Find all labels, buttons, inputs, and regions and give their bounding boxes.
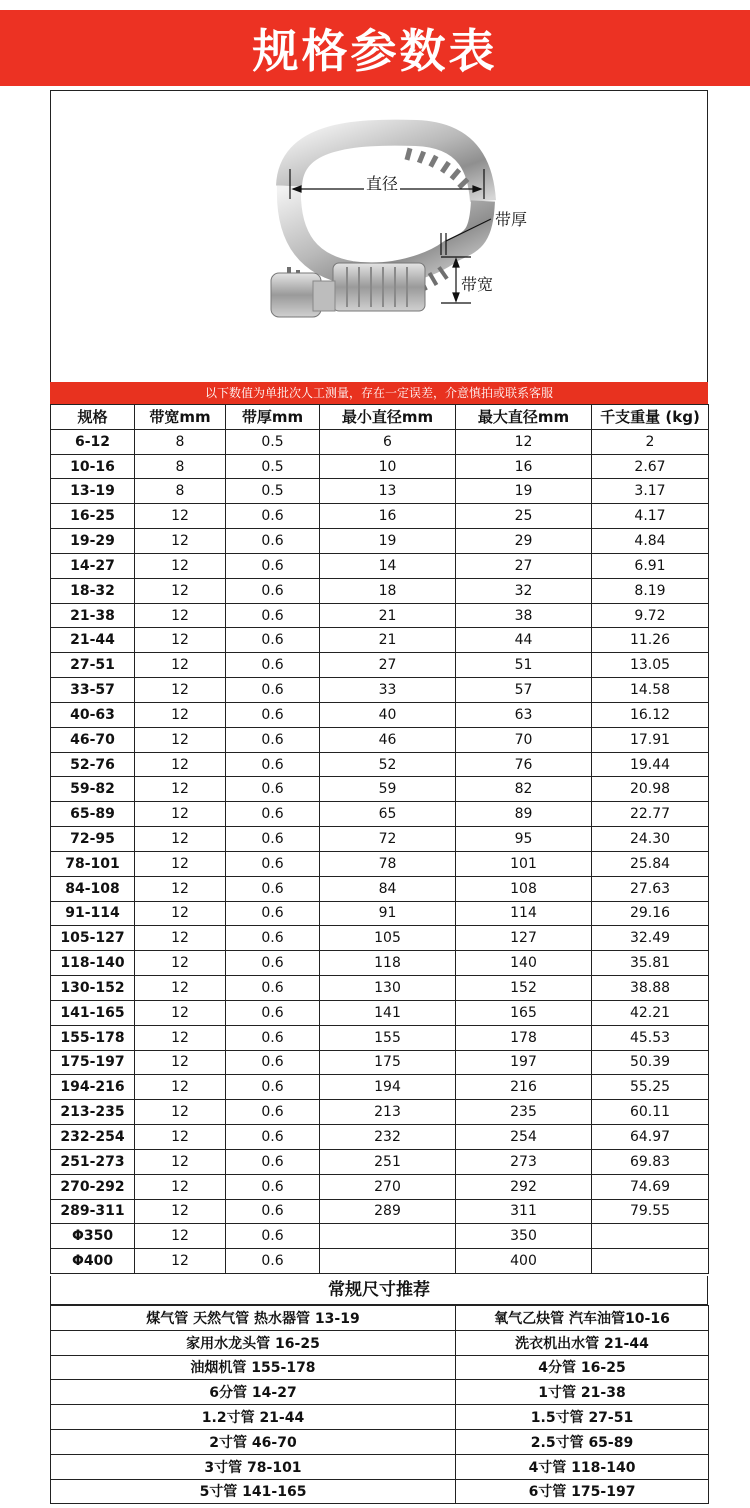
spec-cell: 6-12 bbox=[51, 429, 135, 454]
recommend-cell: 煤气管 天然气管 热水器管 13-19 bbox=[51, 1306, 456, 1331]
table-cell: 0.6 bbox=[226, 628, 320, 653]
recommend-row bbox=[51, 1355, 709, 1380]
table-cell: 292 bbox=[456, 1174, 592, 1199]
table-cell: 19.44 bbox=[592, 752, 709, 777]
spec-cell: 27-51 bbox=[51, 653, 135, 678]
table-cell: 0.6 bbox=[226, 1075, 320, 1100]
table-row bbox=[51, 504, 709, 529]
spec-cell: 194-216 bbox=[51, 1075, 135, 1100]
table-cell: 273 bbox=[456, 1149, 592, 1174]
table-cell: 25 bbox=[456, 504, 592, 529]
table-cell: 152 bbox=[456, 976, 592, 1001]
spec-cell: 59-82 bbox=[51, 777, 135, 802]
recommend-row bbox=[51, 1306, 709, 1331]
table-cell: 35.81 bbox=[592, 951, 709, 976]
table-cell: 165 bbox=[456, 1000, 592, 1025]
recommend-cell: 4寸管 118-140 bbox=[456, 1454, 709, 1479]
table-cell: 20.98 bbox=[592, 777, 709, 802]
recommend-row bbox=[51, 1405, 709, 1430]
table-cell: 16 bbox=[456, 454, 592, 479]
spec-cell: 213-235 bbox=[51, 1100, 135, 1125]
table-cell: 19 bbox=[320, 529, 456, 554]
table-cell: 8 bbox=[135, 479, 226, 504]
table-cell: 29 bbox=[456, 529, 592, 554]
table-row bbox=[51, 851, 709, 876]
table-cell: 0.6 bbox=[226, 1224, 320, 1249]
table-cell: 33 bbox=[320, 678, 456, 703]
spec-cell: 40-63 bbox=[51, 702, 135, 727]
table-cell: 13.05 bbox=[592, 653, 709, 678]
table-cell: 45.53 bbox=[592, 1025, 709, 1050]
recommend-cell: 油烟机管 155-178 bbox=[51, 1355, 456, 1380]
spec-cell: 141-165 bbox=[51, 1000, 135, 1025]
table-row bbox=[51, 752, 709, 777]
recommend-row bbox=[51, 1479, 709, 1504]
table-cell: 25.84 bbox=[592, 851, 709, 876]
table-cell: 4.17 bbox=[592, 504, 709, 529]
table-cell: 12 bbox=[135, 504, 226, 529]
table-row bbox=[51, 926, 709, 951]
table-cell: 0.6 bbox=[226, 1249, 320, 1274]
spec-cell: 78-101 bbox=[51, 851, 135, 876]
recommend-cell: 1寸管 21-38 bbox=[456, 1380, 709, 1405]
table-row bbox=[51, 1224, 709, 1249]
table-cell: 0.6 bbox=[226, 1199, 320, 1224]
table-cell: 0.6 bbox=[226, 1100, 320, 1125]
table-row bbox=[51, 479, 709, 504]
table-cell: 79.55 bbox=[592, 1199, 709, 1224]
recommend-cell: 6寸管 175-197 bbox=[456, 1479, 709, 1504]
table-cell: 178 bbox=[456, 1025, 592, 1050]
table-cell: 2 bbox=[592, 429, 709, 454]
table-row bbox=[51, 901, 709, 926]
table-cell: 91 bbox=[320, 901, 456, 926]
table-cell: 6 bbox=[320, 429, 456, 454]
table-cell: 0.6 bbox=[226, 976, 320, 1001]
table-row bbox=[51, 578, 709, 603]
table-row bbox=[51, 951, 709, 976]
spec-cell: 91-114 bbox=[51, 901, 135, 926]
table-cell: 76 bbox=[456, 752, 592, 777]
table-row bbox=[51, 727, 709, 752]
table-row bbox=[51, 1075, 709, 1100]
table-cell: 0.6 bbox=[226, 1174, 320, 1199]
table-cell: 21 bbox=[320, 628, 456, 653]
spec-cell: 18-32 bbox=[51, 578, 135, 603]
table-cell: 12 bbox=[135, 1125, 226, 1150]
table-cell: 12 bbox=[135, 1224, 226, 1249]
recommend-table bbox=[50, 1305, 709, 1504]
table-cell: 254 bbox=[456, 1125, 592, 1150]
table-cell: 63 bbox=[456, 702, 592, 727]
table-row bbox=[51, 827, 709, 852]
table-cell: 0.6 bbox=[226, 926, 320, 951]
table-cell: 0.6 bbox=[226, 653, 320, 678]
table-cell: 12 bbox=[135, 1075, 226, 1100]
recommend-cell: 2.5寸管 65-89 bbox=[456, 1429, 709, 1454]
spec-cell: 130-152 bbox=[51, 976, 135, 1001]
spec-cell: 16-25 bbox=[51, 504, 135, 529]
measurement-notice: 以下数值为单批次人工测量，存在一定误差，介意慎拍或联系客服 bbox=[50, 382, 708, 404]
table-cell: 175 bbox=[320, 1050, 456, 1075]
table-cell: 65 bbox=[320, 802, 456, 827]
table-row bbox=[51, 702, 709, 727]
recommend-cell: 2寸管 46-70 bbox=[51, 1429, 456, 1454]
table-cell bbox=[592, 1249, 709, 1274]
table-cell: 16.12 bbox=[592, 702, 709, 727]
spec-cell: 118-140 bbox=[51, 951, 135, 976]
table-cell: 29.16 bbox=[592, 901, 709, 926]
table-cell: 42.21 bbox=[592, 1000, 709, 1025]
spec-cell: 72-95 bbox=[51, 827, 135, 852]
table-cell: 72 bbox=[320, 827, 456, 852]
table-cell: 232 bbox=[320, 1125, 456, 1150]
recommend-row bbox=[51, 1330, 709, 1355]
table-cell: 12 bbox=[135, 603, 226, 628]
table-cell: 12 bbox=[135, 727, 226, 752]
table-cell: 4.84 bbox=[592, 529, 709, 554]
table-cell: 11.26 bbox=[592, 628, 709, 653]
table-cell: 0.6 bbox=[226, 702, 320, 727]
table-row bbox=[51, 1249, 709, 1274]
table-cell: 64.97 bbox=[592, 1125, 709, 1150]
table-cell: 52 bbox=[320, 752, 456, 777]
spec-cell: 232-254 bbox=[51, 1125, 135, 1150]
table-cell: 0.6 bbox=[226, 578, 320, 603]
recommend-title: 常规尺寸推荐 bbox=[50, 1276, 708, 1305]
diameter-label: 直径 bbox=[365, 174, 399, 193]
table-row bbox=[51, 1199, 709, 1224]
table-cell: 38.88 bbox=[592, 976, 709, 1001]
table-cell: 105 bbox=[320, 926, 456, 951]
table-cell: 10 bbox=[320, 454, 456, 479]
column-header: 最大直径mm bbox=[456, 405, 592, 430]
recommend-cell: 1.2寸管 21-44 bbox=[51, 1405, 456, 1430]
table-cell: 8 bbox=[135, 429, 226, 454]
spec-cell: 13-19 bbox=[51, 479, 135, 504]
table-cell: 12 bbox=[135, 653, 226, 678]
spec-cell: 270-292 bbox=[51, 1174, 135, 1199]
table-cell: 12 bbox=[135, 976, 226, 1001]
table-cell: 21 bbox=[320, 603, 456, 628]
table-cell: 12 bbox=[135, 678, 226, 703]
table-cell: 108 bbox=[456, 876, 592, 901]
table-cell: 0.6 bbox=[226, 851, 320, 876]
table-cell: 78 bbox=[320, 851, 456, 876]
table-cell: 17.91 bbox=[592, 727, 709, 752]
table-cell: 0.6 bbox=[226, 1000, 320, 1025]
thickness-label: 带厚 bbox=[495, 210, 528, 229]
recommend-cell: 6分管 14-27 bbox=[51, 1380, 456, 1405]
table-cell: 311 bbox=[456, 1199, 592, 1224]
table-cell: 0.5 bbox=[226, 479, 320, 504]
table-cell: 0.6 bbox=[226, 901, 320, 926]
table-cell: 50.39 bbox=[592, 1050, 709, 1075]
table-row bbox=[51, 1125, 709, 1150]
spec-cell: 52-76 bbox=[51, 752, 135, 777]
table-cell: 0.6 bbox=[226, 1149, 320, 1174]
table-cell: 84 bbox=[320, 876, 456, 901]
spec-cell: 10-16 bbox=[51, 454, 135, 479]
column-header: 带厚mm bbox=[226, 405, 320, 430]
column-header: 千支重量 (kg) bbox=[592, 405, 709, 430]
recommend-cell: 家用水龙头管 16-25 bbox=[51, 1330, 456, 1355]
table-cell: 0.6 bbox=[226, 603, 320, 628]
table-row bbox=[51, 678, 709, 703]
recommend-row bbox=[51, 1454, 709, 1479]
table-row bbox=[51, 653, 709, 678]
table-cell: 0.6 bbox=[226, 951, 320, 976]
table-cell: 12 bbox=[135, 1249, 226, 1274]
spec-cell: 14-27 bbox=[51, 553, 135, 578]
table-cell: 12 bbox=[135, 901, 226, 926]
table-cell: 350 bbox=[456, 1224, 592, 1249]
table-cell: 0.6 bbox=[226, 529, 320, 554]
table-cell: 74.69 bbox=[592, 1174, 709, 1199]
spec-cell: 65-89 bbox=[51, 802, 135, 827]
table-cell: 12 bbox=[135, 951, 226, 976]
width-label: 带宽 bbox=[461, 275, 494, 294]
table-cell: 16 bbox=[320, 504, 456, 529]
recommend-row bbox=[51, 1429, 709, 1454]
spec-cell: 19-29 bbox=[51, 529, 135, 554]
table-row bbox=[51, 777, 709, 802]
table-cell: 12 bbox=[135, 702, 226, 727]
recommend-cell: 4分管 16-25 bbox=[456, 1355, 709, 1380]
spec-cell: 21-38 bbox=[51, 603, 135, 628]
spec-cell: 46-70 bbox=[51, 727, 135, 752]
table-row bbox=[51, 876, 709, 901]
spec-cell: 84-108 bbox=[51, 876, 135, 901]
table-cell: 0.6 bbox=[226, 1125, 320, 1150]
table-cell: 46 bbox=[320, 727, 456, 752]
table-cell: 19 bbox=[456, 479, 592, 504]
table-cell: 289 bbox=[320, 1199, 456, 1224]
table-row bbox=[51, 529, 709, 554]
table-cell: 27.63 bbox=[592, 876, 709, 901]
spec-cell: 21-44 bbox=[51, 628, 135, 653]
table-cell: 141 bbox=[320, 1000, 456, 1025]
table-cell: 95 bbox=[456, 827, 592, 852]
table-cell: 32.49 bbox=[592, 926, 709, 951]
table-cell: 194 bbox=[320, 1075, 456, 1100]
table-cell: 12 bbox=[135, 628, 226, 653]
table-row bbox=[51, 1050, 709, 1075]
spec-table-body bbox=[51, 405, 709, 1274]
table-cell: 12 bbox=[135, 1174, 226, 1199]
table-cell: 0.6 bbox=[226, 876, 320, 901]
column-header: 最小直径mm bbox=[320, 405, 456, 430]
table-cell: 0.6 bbox=[226, 727, 320, 752]
table-cell: 235 bbox=[456, 1100, 592, 1125]
table-cell: 40 bbox=[320, 702, 456, 727]
table-cell: 270 bbox=[320, 1174, 456, 1199]
table-cell: 12 bbox=[135, 578, 226, 603]
table-cell: 216 bbox=[456, 1075, 592, 1100]
spec-cell: 289-311 bbox=[51, 1199, 135, 1224]
table-cell: 38 bbox=[456, 603, 592, 628]
spec-cell: Φ350 bbox=[51, 1224, 135, 1249]
recommend-cell: 5寸管 141-165 bbox=[51, 1479, 456, 1504]
table-cell: 2.67 bbox=[592, 454, 709, 479]
table-cell: 0.6 bbox=[226, 752, 320, 777]
table-cell: 89 bbox=[456, 802, 592, 827]
table-cell: 59 bbox=[320, 777, 456, 802]
spec-cell: 105-127 bbox=[51, 926, 135, 951]
table-cell: 8 bbox=[135, 454, 226, 479]
table-cell: 118 bbox=[320, 951, 456, 976]
table-cell: 14.58 bbox=[592, 678, 709, 703]
table-cell: 0.6 bbox=[226, 777, 320, 802]
spec-cell: 155-178 bbox=[51, 1025, 135, 1050]
table-cell: 12 bbox=[135, 802, 226, 827]
table-cell: 12 bbox=[135, 1050, 226, 1075]
table-cell: 400 bbox=[456, 1249, 592, 1274]
table-row bbox=[51, 1149, 709, 1174]
recommend-cell: 氧气乙炔管 汽车油管10-16 bbox=[456, 1306, 709, 1331]
table-cell: 114 bbox=[456, 901, 592, 926]
table-cell: 70 bbox=[456, 727, 592, 752]
table-cell: 0.6 bbox=[226, 553, 320, 578]
recommend-cell: 1.5寸管 27-51 bbox=[456, 1405, 709, 1430]
recommend-table-body bbox=[51, 1306, 709, 1504]
spec-table-header bbox=[51, 405, 709, 430]
table-row bbox=[51, 1100, 709, 1125]
table-cell: 6.91 bbox=[592, 553, 709, 578]
table-cell: 27 bbox=[456, 553, 592, 578]
table-row bbox=[51, 802, 709, 827]
table-cell: 213 bbox=[320, 1100, 456, 1125]
spec-table bbox=[50, 404, 709, 1274]
table-cell: 12 bbox=[135, 752, 226, 777]
table-cell: 60.11 bbox=[592, 1100, 709, 1125]
recommend-cell: 3寸管 78-101 bbox=[51, 1454, 456, 1479]
table-cell: 55.25 bbox=[592, 1075, 709, 1100]
table-cell: 130 bbox=[320, 976, 456, 1001]
table-cell: 82 bbox=[456, 777, 592, 802]
column-header: 带宽mm bbox=[135, 405, 226, 430]
table-cell: 197 bbox=[456, 1050, 592, 1075]
table-cell: 13 bbox=[320, 479, 456, 504]
table-cell: 57 bbox=[456, 678, 592, 703]
table-row bbox=[51, 1174, 709, 1199]
table-cell: 9.72 bbox=[592, 603, 709, 628]
page-header bbox=[0, 10, 750, 86]
product-diagram bbox=[50, 90, 708, 382]
table-cell: 12 bbox=[135, 529, 226, 554]
table-cell: 101 bbox=[456, 851, 592, 876]
spec-cell: 251-273 bbox=[51, 1149, 135, 1174]
table-cell: 12 bbox=[135, 1025, 226, 1050]
table-cell bbox=[320, 1224, 456, 1249]
table-cell: 12 bbox=[135, 777, 226, 802]
table-cell: 0.6 bbox=[226, 504, 320, 529]
table-cell: 32 bbox=[456, 578, 592, 603]
table-row bbox=[51, 1025, 709, 1050]
table-cell: 18 bbox=[320, 578, 456, 603]
table-cell: 140 bbox=[456, 951, 592, 976]
table-cell: 69.83 bbox=[592, 1149, 709, 1174]
table-cell: 155 bbox=[320, 1025, 456, 1050]
table-cell: 251 bbox=[320, 1149, 456, 1174]
spec-cell: Φ400 bbox=[51, 1249, 135, 1274]
table-row bbox=[51, 454, 709, 479]
column-header: 规格 bbox=[51, 405, 135, 430]
table-cell: 0.6 bbox=[226, 802, 320, 827]
table-cell: 12 bbox=[135, 1000, 226, 1025]
clamp-band-front bbox=[289, 186, 483, 274]
table-cell: 14 bbox=[320, 553, 456, 578]
table-cell: 0.5 bbox=[226, 454, 320, 479]
table-cell: 12 bbox=[135, 851, 226, 876]
table-cell: 12 bbox=[135, 1100, 226, 1125]
recommend-row bbox=[51, 1380, 709, 1405]
table-row bbox=[51, 976, 709, 1001]
table-cell: 0.6 bbox=[226, 827, 320, 852]
table-cell: 3.17 bbox=[592, 479, 709, 504]
spec-cell: 175-197 bbox=[51, 1050, 135, 1075]
table-cell bbox=[592, 1224, 709, 1249]
spec-cell: 33-57 bbox=[51, 678, 135, 703]
table-cell: 51 bbox=[456, 653, 592, 678]
table-cell: 12 bbox=[456, 429, 592, 454]
table-row bbox=[51, 429, 709, 454]
table-cell: 12 bbox=[135, 1149, 226, 1174]
table-row bbox=[51, 628, 709, 653]
table-row bbox=[51, 603, 709, 628]
recommend-cell: 洗衣机出水管 21-44 bbox=[456, 1330, 709, 1355]
table-cell: 27 bbox=[320, 653, 456, 678]
table-row bbox=[51, 1000, 709, 1025]
table-cell: 44 bbox=[456, 628, 592, 653]
table-cell: 12 bbox=[135, 1199, 226, 1224]
table-cell: 8.19 bbox=[592, 578, 709, 603]
hose-clamp-illustration bbox=[51, 91, 707, 383]
table-cell bbox=[320, 1249, 456, 1274]
table-cell: 0.5 bbox=[226, 429, 320, 454]
page-title: 规格参数表 bbox=[252, 24, 498, 78]
table-cell: 12 bbox=[135, 926, 226, 951]
table-cell: 12 bbox=[135, 827, 226, 852]
table-cell: 24.30 bbox=[592, 827, 709, 852]
table-cell: 0.6 bbox=[226, 1050, 320, 1075]
table-cell: 22.77 bbox=[592, 802, 709, 827]
table-cell: 12 bbox=[135, 553, 226, 578]
table-cell: 0.6 bbox=[226, 1025, 320, 1050]
table-cell: 12 bbox=[135, 876, 226, 901]
table-row bbox=[51, 553, 709, 578]
table-cell: 127 bbox=[456, 926, 592, 951]
table-cell: 0.6 bbox=[226, 678, 320, 703]
